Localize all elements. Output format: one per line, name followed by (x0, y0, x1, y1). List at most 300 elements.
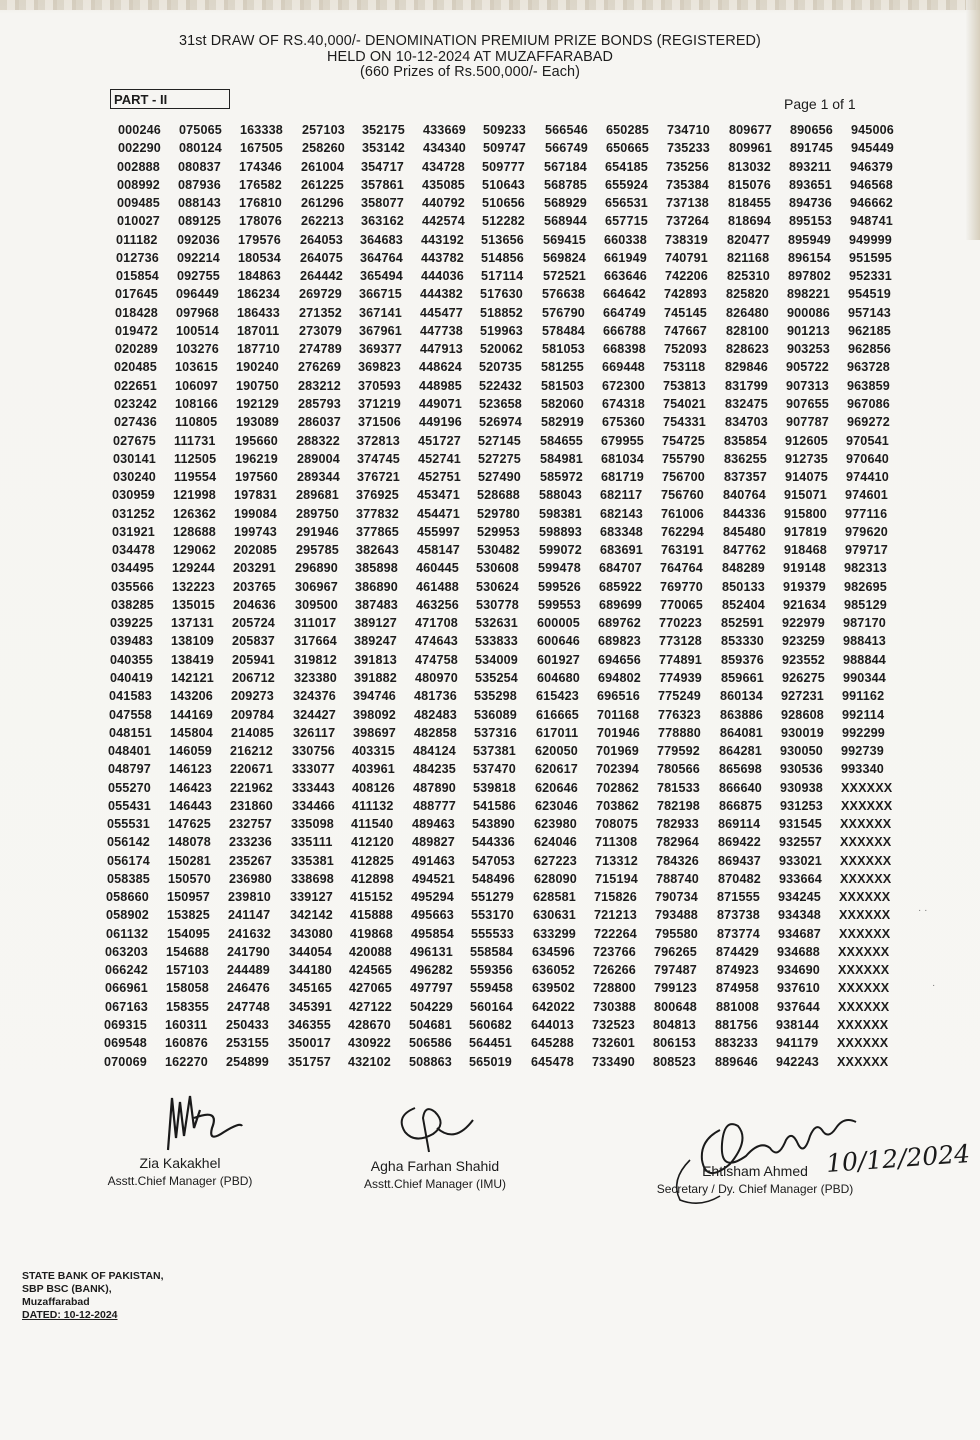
bond-number-cell: 836255 (724, 451, 767, 466)
bond-number-cell: 778880 (658, 725, 701, 740)
bond-number-cell: 283212 (298, 378, 341, 393)
bond-number-cell: 962185 (848, 323, 891, 338)
bond-number-cell: 366715 (359, 287, 402, 302)
bond-number-cell: 295785 (296, 543, 339, 558)
table-row (0, 797, 980, 815)
bond-number-cell: 977116 (845, 506, 888, 521)
bond-number-cell: 367961 (359, 323, 402, 338)
bond-number-cell: 982695 (844, 579, 887, 594)
bond-number-cell: 372813 (357, 433, 400, 448)
bond-number-cell: 376721 (357, 470, 400, 485)
bond-number-cell: 784326 (656, 853, 699, 868)
signatory-1-designation: Asstt.Chief Manager (PBD) (107, 1174, 253, 1188)
table-row (0, 523, 980, 541)
bond-number-cell: 795580 (655, 926, 698, 941)
bond-number-cell: 167505 (240, 141, 283, 156)
bond-number-cell: 933664 (779, 871, 822, 886)
bond-number-cell: 262213 (301, 214, 344, 229)
bond-number-cell: 092755 (177, 269, 220, 284)
table-row (0, 1034, 980, 1052)
bond-number-cell: 056174 (107, 853, 150, 868)
bond-number-cell: 137131 (171, 616, 214, 631)
bond-number-cell: 180534 (238, 250, 281, 265)
bond-number-cell: 449196 (419, 415, 462, 430)
bond-number-cell: 809677 (729, 123, 772, 137)
bond-number-cell: 581503 (541, 378, 584, 393)
bond-number-cell: 452741 (418, 451, 461, 466)
bond-number-cell: 484235 (413, 762, 456, 777)
bond-number-cell: 377865 (356, 524, 399, 539)
bond-number-cell: 918468 (784, 543, 827, 558)
bond-number-cell: 509777 (482, 159, 525, 174)
bond-number-cell: 387483 (355, 597, 398, 612)
bond-number-cell: 991162 (842, 689, 885, 704)
bond-number-cell: 345165 (289, 981, 332, 996)
bond-number-cell: 444382 (420, 287, 463, 302)
bond-number-cell: 363162 (361, 214, 404, 229)
bond-number-cell: 967086 (847, 396, 890, 411)
bond-number-cell: 517114 (481, 269, 524, 284)
bond-number-cell: 883233 (715, 1036, 758, 1051)
bond-number-cell: 753118 (663, 360, 706, 375)
bond-number-cell: 881756 (715, 1018, 758, 1033)
bond-number-cell: 711308 (595, 835, 638, 850)
bond-number-cell: 623046 (535, 798, 578, 813)
bond-number-cell: 369823 (358, 360, 401, 375)
bond-number-cell: 568785 (544, 177, 587, 192)
bond-number-cell: 138109 (171, 634, 214, 649)
table-row (0, 194, 980, 212)
bond-number-cell: 496131 (410, 944, 453, 959)
bond-number-cell: 620617 (535, 762, 578, 777)
bond-number-cell: 747667 (664, 323, 707, 338)
bond-number-cell: 411540 (351, 817, 394, 832)
bond-number-cell: 342142 (290, 908, 333, 923)
bond-number-cell: 411132 (352, 798, 394, 813)
bond-number-cell: 901213 (787, 323, 830, 338)
bond-number-cell: 946568 (850, 177, 893, 192)
bond-number-cell: 938144 (776, 1018, 819, 1033)
bond-number-cell: 389247 (354, 634, 397, 649)
bond-number-cell: 264053 (300, 232, 343, 247)
bond-number-cell: 675360 (602, 415, 645, 430)
bond-number-cell: 788740 (656, 871, 699, 886)
signature-agha-farhan-shahid (385, 1098, 485, 1158)
footer-bank: STATE BANK OF PAKISTAN, (22, 1270, 164, 1282)
bond-number-cell: 818694 (728, 214, 771, 229)
bond-number-cell: 497797 (410, 981, 453, 996)
bond-number-cell: 737138 (666, 196, 709, 211)
bond-number-cell: 066961 (105, 981, 148, 996)
table-row (0, 1016, 980, 1034)
bond-number-cell: 734710 (667, 123, 710, 137)
bond-number-cell: 753813 (663, 378, 706, 393)
page-number: Page 1 of 1 (784, 96, 856, 112)
bond-number-cell: 160311 (165, 1018, 208, 1033)
bond-number-cell: 689823 (598, 634, 641, 649)
bond-number-cell: XXXXXX (838, 981, 890, 996)
bond-number-cell: 737264 (666, 214, 709, 229)
bond-number-cell: 859376 (721, 652, 764, 667)
bond-number-cell: 896154 (788, 250, 831, 265)
bond-number-cell: 539818 (473, 780, 516, 795)
bond-number-cell: 990344 (843, 670, 886, 685)
bond-number-cell: 992739 (841, 744, 884, 759)
bond-number-cell: 346355 (288, 1018, 331, 1033)
bond-number-cell: 930019 (781, 725, 824, 740)
bond-number-cell: 039483 (110, 634, 153, 649)
bond-number-cell: 391882 (354, 670, 397, 685)
bond-number-cell: 495663 (411, 908, 454, 923)
bond-number-cell: 311017 (294, 616, 337, 631)
bond-number-cell: 020485 (114, 360, 157, 375)
bond-number-cell: 946379 (850, 159, 893, 174)
bond-number-cell: 703862 (596, 798, 639, 813)
bond-number-cell: 150957 (167, 890, 210, 905)
bond-number-cell: 412120 (351, 835, 394, 850)
bond-number-cell: 927231 (781, 689, 824, 704)
bond-number-cell: 616665 (536, 707, 579, 722)
bond-number-cell: 376925 (356, 488, 399, 503)
table-row (0, 249, 980, 267)
bond-number-cell: 352175 (362, 123, 405, 137)
table-row (0, 852, 980, 870)
bond-number-cell: 569415 (543, 232, 586, 247)
bond-number-cell: 773128 (659, 634, 702, 649)
bond-number-cell: 296890 (295, 561, 338, 576)
bond-number-cell: 221962 (230, 780, 273, 795)
bond-number-cell: 448624 (419, 360, 462, 375)
bond-number-cell: 391813 (354, 652, 397, 667)
bond-number-cell: 987170 (843, 616, 886, 631)
bond-number-cell: 147625 (168, 817, 211, 832)
bond-number-cell: 236980 (229, 871, 272, 886)
bond-number-cell: 205941 (232, 652, 275, 667)
bond-number-cell: 504229 (410, 999, 453, 1014)
bond-number-cell: 840764 (723, 488, 766, 503)
bond-number-cell: 599526 (538, 579, 581, 594)
bond-number-cell: 702394 (596, 762, 639, 777)
bond-number-cell: 092214 (177, 250, 220, 265)
bond-number-cell: 689762 (598, 616, 641, 631)
bond-number-cell: 138419 (171, 652, 214, 667)
bond-number-cell: 782198 (657, 798, 700, 813)
bond-number-cell: 119554 (174, 470, 217, 485)
bond-number-cell: 655924 (605, 177, 648, 192)
bond-number-cell: 733490 (592, 1054, 635, 1069)
bond-number-cell: 286037 (298, 415, 341, 430)
bond-number-cell: XXXXXX (839, 908, 891, 923)
bond-number-cell: 080124 (179, 141, 222, 156)
bond-number-cell: 923552 (782, 652, 825, 667)
bond-number-cell: 660338 (604, 232, 647, 247)
bond-number-cell: 143206 (170, 689, 213, 704)
bond-number-cell: 555533 (471, 926, 514, 941)
bond-number-cell: 761006 (661, 506, 704, 521)
table-row (0, 943, 980, 961)
bond-number-cell: 526974 (479, 415, 522, 430)
bond-number-cell: 931545 (779, 817, 822, 832)
bond-number-cell: 825310 (727, 269, 770, 284)
bond-number-cell: 186433 (237, 305, 280, 320)
bond-number-cell: XXXXXX (838, 944, 890, 959)
bond-number-cell: 519963 (480, 323, 523, 338)
bond-number-cell: 333443 (292, 780, 335, 795)
bond-number-cell: 129244 (172, 561, 215, 576)
bond-number-cell: 231860 (230, 798, 273, 813)
bond-number-cell: 937610 (777, 981, 820, 996)
bond-number-cell: 435085 (422, 177, 465, 192)
bond-number-cell: 247748 (227, 999, 270, 1014)
bond-number-cell: 022651 (114, 378, 157, 393)
bond-number-cell: 657715 (605, 214, 648, 229)
bond-number-cell: 112505 (174, 451, 217, 466)
bond-number-cell: 581255 (541, 360, 584, 375)
bond-number-cell: 291946 (296, 524, 339, 539)
bond-number-cell: 732601 (592, 1036, 635, 1051)
bond-number-cell: 535298 (474, 689, 517, 704)
stray-mark: · (932, 980, 936, 991)
bond-number-cell: 153825 (167, 908, 210, 923)
bond-number-cell: 369377 (359, 342, 402, 357)
bond-number-cell: 017645 (115, 287, 158, 302)
bond-number-cell: 195660 (235, 433, 278, 448)
bond-number-cell: 559458 (470, 981, 513, 996)
bond-number-cell: 377832 (356, 506, 399, 521)
bond-number-cell: 664642 (603, 287, 646, 302)
bond-number-cell: 489463 (412, 817, 455, 832)
bond-number-cell: 027675 (113, 433, 156, 448)
bond-number-cell: 108166 (175, 396, 218, 411)
bond-number-cell: 254899 (226, 1054, 269, 1069)
bond-number-cell: 979717 (845, 543, 888, 558)
bond-number-cell: 020289 (115, 342, 158, 357)
bond-number-cell: 058660 (106, 890, 149, 905)
bond-number-cell: 187710 (237, 342, 280, 357)
bond-number-cell: 371219 (358, 396, 401, 411)
bond-number-cell: 055431 (108, 798, 151, 813)
bond-number-cell: 148078 (168, 835, 211, 850)
table-row (0, 651, 980, 669)
bond-number-cell: 030141 (113, 451, 156, 466)
signatory-2 (330, 1157, 540, 1193)
bond-number-cell: 770065 (660, 597, 703, 612)
bond-number-cell: 547053 (472, 853, 515, 868)
bond-number-cell: 898221 (787, 287, 830, 302)
bond-number-cell: 866875 (719, 798, 762, 813)
bond-number-cell: 460445 (416, 561, 459, 576)
bond-number-cell: 192129 (236, 396, 279, 411)
bond-number-cell: 914075 (785, 470, 828, 485)
bond-number-cell: 588043 (539, 488, 582, 503)
bond-number-cell: 510656 (482, 196, 525, 211)
bond-number-cell: 530482 (477, 543, 520, 558)
bond-number-cell: 069548 (104, 1036, 147, 1051)
bond-number-cell: 199743 (234, 524, 277, 539)
bond-number-cell: 756700 (662, 470, 705, 485)
bond-number-cell: 864281 (719, 744, 762, 759)
bond-number-cell: 903253 (787, 342, 830, 357)
bond-number-cell: 873774 (717, 926, 760, 941)
table-row (0, 231, 980, 249)
signatory-2-designation: Asstt.Chief Manager (IMU) (363, 1177, 507, 1191)
bond-number-cell: 367141 (359, 305, 402, 320)
bond-number-cell: 536089 (474, 707, 517, 722)
bond-number-cell: 865698 (719, 762, 762, 777)
bond-number-cell: 111731 (174, 433, 216, 448)
bond-number-cell: 154688 (166, 944, 209, 959)
bond-number-cell: 681034 (601, 451, 644, 466)
bond-number-cell: 598381 (539, 506, 582, 521)
handwritten-date: 10/12/2024 (825, 1139, 971, 1178)
bond-number-cell: 530778 (476, 597, 519, 612)
bond-number-cell: 668398 (603, 342, 646, 357)
bond-number-cell: 735384 (666, 177, 709, 192)
bond-number-cell: 518852 (480, 305, 523, 320)
bond-number-cell: 584981 (540, 451, 583, 466)
bond-number-cell: 412898 (351, 871, 394, 886)
bond-number-cell: 158355 (166, 999, 209, 1014)
bond-number-cell: 433669 (423, 123, 466, 137)
bond-number-cell: 489827 (412, 835, 455, 850)
bond-number-cell: 276269 (298, 360, 341, 375)
bond-number-cell: 799123 (654, 981, 697, 996)
bond-number-cell: 196219 (235, 451, 278, 466)
bond-number-cell: 934245 (778, 890, 821, 905)
bond-number-cell: 517630 (480, 287, 523, 302)
bond-number-cell: 869114 (718, 817, 761, 832)
bond-number-cell: 444036 (421, 269, 464, 284)
bond-number-cell: 782964 (656, 835, 699, 850)
bond-number-cell: XXXXXX (841, 798, 893, 813)
bond-number-cell: 056142 (107, 835, 150, 850)
bond-number-cell: 354717 (361, 159, 404, 174)
header-title: 31st DRAW OF RS.40,000/- DENOMINATION PREMIUM PRIZE BONDS (REGISTERED) (179, 33, 761, 49)
bond-number-cell: 080837 (178, 159, 221, 174)
bond-number-cell: 214085 (231, 725, 274, 740)
table-row (0, 139, 980, 157)
bond-number-cell: 110805 (175, 415, 218, 430)
bond-number-cell: 319812 (294, 652, 337, 667)
bond-number-cell: 869437 (718, 853, 761, 868)
bond-number-cell: 530624 (476, 579, 519, 594)
bond-number-cell: 702862 (596, 780, 639, 795)
bond-number-cell: 528688 (477, 488, 520, 503)
bond-number-cell: 934688 (777, 944, 820, 959)
bond-number-cell: 952331 (849, 269, 892, 284)
bond-number-cell: 510643 (482, 177, 525, 192)
bond-number-cell: 553170 (471, 908, 514, 923)
bond-number-cell: 755790 (662, 451, 705, 466)
bond-number-cell: 273079 (299, 323, 342, 338)
bond-number-cell: 447738 (420, 323, 463, 338)
bond-number-cell: 261296 (301, 196, 344, 211)
table-row (0, 961, 980, 979)
bond-number-cell: 424565 (349, 963, 392, 978)
bond-number-cell: 474758 (415, 652, 458, 667)
bond-number-cell: 324376 (293, 689, 336, 704)
bond-number-cell: 442574 (422, 214, 465, 229)
bond-number-cell: 871555 (717, 890, 760, 905)
bond-number-cell: XXXXXX (841, 780, 893, 795)
bond-number-cell: 796265 (654, 944, 697, 959)
bond-number-cell: 945006 (851, 123, 894, 137)
bond-number-cell: 564451 (469, 1036, 512, 1051)
bond-number-cell: 324427 (293, 707, 336, 722)
bond-number-cell: 962856 (848, 342, 891, 357)
bond-number-cell: 403961 (352, 762, 395, 777)
bond-number-cell: 656531 (605, 196, 648, 211)
bond-number-cell: 681719 (601, 470, 644, 485)
bond-number-cell: 527275 (478, 451, 521, 466)
bond-number-cell: 893211 (789, 159, 832, 174)
bond-number-cell: 628581 (533, 890, 576, 905)
bond-number-cell: 689699 (599, 597, 642, 612)
bond-number-cell: 848289 (722, 561, 765, 576)
bond-number-cell: 398697 (353, 725, 396, 740)
bond-number-cell: 627223 (534, 853, 577, 868)
bond-number-cell: 764764 (660, 561, 703, 576)
bond-number-cell: 763191 (661, 543, 704, 558)
bond-number-cell: 496282 (410, 963, 453, 978)
bond-number-cell: 193089 (236, 415, 279, 430)
bond-number-cell: 047558 (109, 707, 152, 722)
bond-number-cell: 338698 (291, 871, 334, 886)
bond-number-cell: 532631 (475, 616, 518, 631)
bond-number-cell: 041583 (109, 689, 152, 704)
bond-number-cell: 905722 (786, 360, 829, 375)
bond-number-cell: 335098 (291, 817, 334, 832)
bond-number-cell: 945449 (851, 141, 894, 156)
bond-number-cell: 683348 (600, 524, 643, 539)
bond-number-cell: 745145 (664, 305, 707, 320)
bond-number-cell: 364683 (360, 232, 403, 247)
bond-number-cell: 934690 (777, 963, 820, 978)
bond-number-cell: 034495 (111, 561, 154, 576)
bond-number-cell: 398092 (353, 707, 396, 722)
bond-number-cell: 010027 (117, 214, 160, 229)
bond-number-cell: 730388 (593, 999, 636, 1014)
bond-number-cell: 954519 (848, 287, 891, 302)
bond-number-cell: 019472 (115, 323, 158, 338)
bond-number-cell: 206712 (232, 670, 275, 685)
document-header (140, 34, 800, 81)
table-row (0, 358, 980, 376)
bond-number-cell: 809961 (729, 141, 772, 156)
bond-number-cell: 907313 (786, 378, 829, 393)
bond-number-cell: 241632 (228, 926, 271, 941)
bond-number-cell: 487890 (413, 780, 456, 795)
bond-number-cell: 919148 (783, 561, 826, 576)
bond-number-cell: 443192 (421, 232, 464, 247)
bond-number-cell: 089125 (178, 214, 221, 229)
bond-number-cell: 209784 (231, 707, 274, 722)
bond-number-cell: 832475 (725, 396, 768, 411)
bond-number-cell: 339127 (290, 890, 333, 905)
bond-number-cell: 813032 (728, 159, 771, 174)
bond-number-cell: XXXXXX (838, 963, 890, 978)
bond-number-cell: 982313 (844, 561, 887, 576)
bond-number-cell: 048151 (109, 725, 152, 740)
bond-number-cell: 742893 (664, 287, 707, 302)
bond-number-cell: 844336 (723, 506, 766, 521)
bond-number-cell: 558584 (470, 944, 513, 959)
bond-number-cell: 826480 (726, 305, 769, 320)
bond-number-cell: 244489 (227, 963, 270, 978)
bond-number-cell: 774891 (659, 652, 702, 667)
bond-number-cell: 495854 (411, 926, 454, 941)
bond-number-cell: 092036 (177, 232, 220, 247)
